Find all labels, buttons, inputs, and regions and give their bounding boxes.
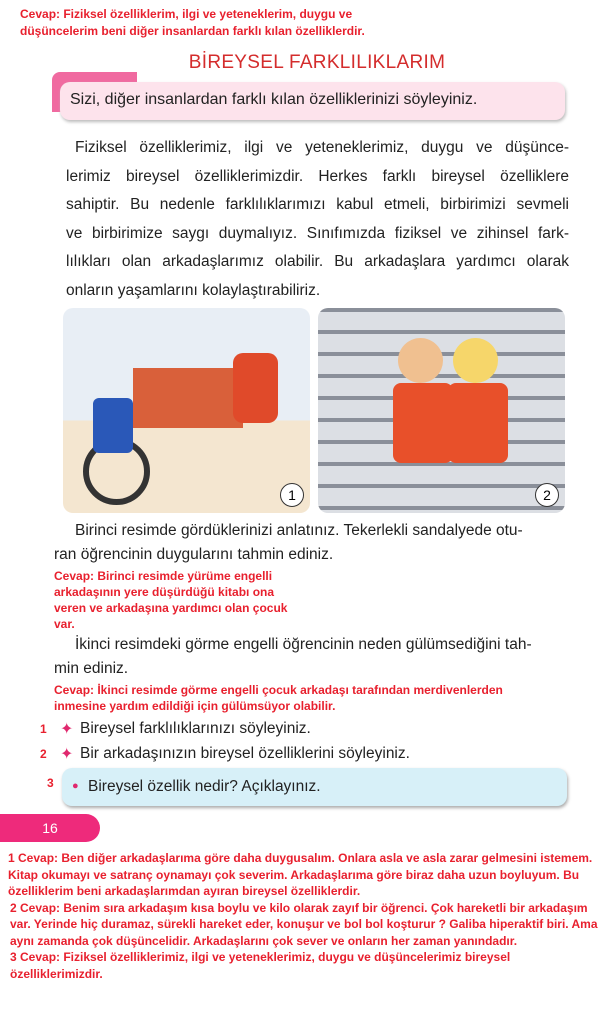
illustration-stairs (318, 308, 565, 513)
answer-2: 2 Cevap: Benim sıra arkadaşım kısa boylu ve kilo olarak zayıf bir öğrenci. Çok hareketli bir arkadaşım var. Yerinde hiç duramaz, sürekli hareket eder, konuşur ve bol bol koşturur ? Galiba hiperaktif biri. Ama aynı zamanda çok düşüncelidir. Arkadaşlarını çok sever ve onların her zaman yanındadır. (10, 900, 598, 948)
item-text: Bir arkadaşınızın bireysel özelliklerini söyleyiniz. (80, 745, 410, 762)
paragraph-line: ve birbirimize saygı duymalıyız. Sınıfımızda fiziksel ve zihinsel fark- (66, 224, 569, 242)
answer-1: 1 Cevap: Ben diğer arkadaşlarıma göre daha duygusalım. Onlara asla ve asla zarar gelmesini istemem. Kitap okumayı ve satranç oynamayı çok severim. Arkadaşlarıma göre biraz daha uzun boyluyum. Bu özelliklerim beni arkadaşlarımdan ayıran bireysel özelliklerdir. (8, 851, 593, 898)
answer-line: arkadaşının yere düşürdüğü kitabı ona (54, 585, 275, 599)
star-bullet-icon: ✦ (60, 721, 74, 738)
paragraph-line: sahiptir. Bu nedenle farklılıklarımızı kabul etmeli, birbirimizi sevmeli (66, 196, 569, 213)
prompt-text: Sizi, diğer insanlardan farklı kılan özelliklerinizi söyleyiniz. (70, 91, 478, 108)
top-answer (20, 6, 365, 40)
overlay-answer-2 (54, 682, 503, 714)
question-line: İkinci resimdeki görme engelli öğrencinin neden gülümsediğini tah- (75, 636, 532, 653)
answer-line: veren ve arkadaşına yardımcı olan çocuk (54, 601, 288, 615)
overlay-answer-1 (54, 568, 287, 632)
illustration-wheelchair (63, 308, 310, 513)
paragraph-line: lerimiz bireysel özelliklerimizdir. Herkes farklı bireysel özelliklere (66, 167, 569, 185)
answers (8, 850, 608, 982)
answer-line: Cevap: Birinci resimde yürüme engelli (54, 569, 273, 583)
answer-line: var. (54, 617, 75, 631)
paragraph-line: lılıkları olan arkadaşlarımız olabilir. Bu arkadaşlara yardımcı olarak (66, 253, 569, 270)
page-number: 16 (0, 814, 100, 842)
item-number: 1 (40, 722, 47, 736)
paragraph-line: Fiziksel özelliklerimiz, ilgi ve yeteneklerimiz, duygu ve düşünce- (75, 139, 569, 156)
paragraph (66, 134, 569, 305)
star-bullet-icon: ✦ (60, 746, 74, 763)
prompt-box (60, 82, 565, 120)
image-number: 1 (280, 483, 304, 507)
answer-line: Cevap: Fiziksel özelliklerim, ilgi ve yeteneklerim, duygu ve (20, 7, 353, 21)
dot-bullet-icon: ● (72, 780, 79, 792)
item-number: 3 (47, 776, 54, 790)
question-line: Birinci resimde gördüklerinizi anlatınız. Tekerlekli sandalyede otu- (75, 522, 523, 539)
question-line: ran öğrencinin duygularını tahmin ediniz. (54, 546, 334, 563)
item-text: Bireysel farklılıklarınızı söyleyiniz. (80, 720, 311, 737)
answer-line: inmesine yardım edildiği için gülümsüyor olabilir. (54, 699, 336, 713)
image-number: 2 (535, 483, 559, 507)
answer-3: 3 Cevap: Fiziksel özelliklerimiz, ilgi ve yeteneklerimiz, duygu ve düşüncelerimiz bireysel özelliklerimizdir. (10, 950, 511, 981)
question-line: min ediniz. (54, 660, 129, 677)
answer-line: düşüncelerim beni diğer insanlardan farklı kılan özelliklerdir. (20, 24, 365, 38)
answer-line: Cevap: İkinci resimde görme engelli çocuk arkadaşı tarafından merdivenlerden (54, 683, 503, 697)
page-title: BİREYSEL FARKLILIKLARIM (188, 52, 446, 73)
paragraph-line: onların yaşamlarını kolaylaştırabiliriz. (66, 281, 321, 299)
item-text: Bireysel özellik nedir? Açıklayınız. (88, 778, 321, 795)
item-number: 2 (40, 747, 47, 761)
